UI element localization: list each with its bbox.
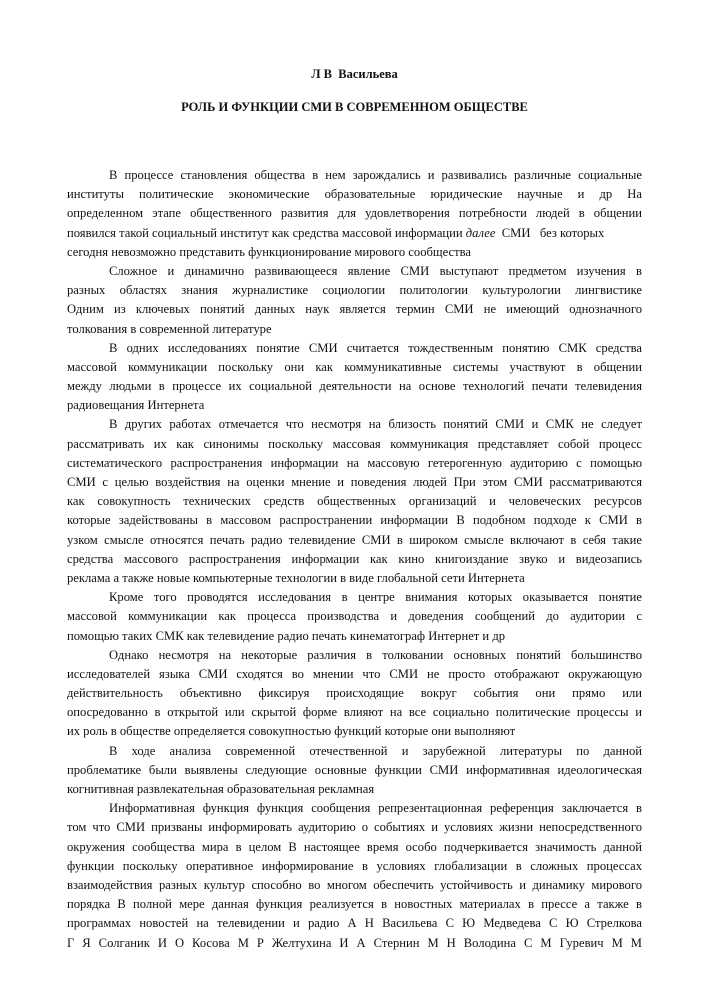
paragraph [67, 742, 642, 800]
text-line: проблематике были выявлены следующие основные функции СМИ информативная идеологическая [67, 762, 642, 777]
text-line: толкования в современной литературе [67, 321, 272, 336]
text-line [67, 224, 642, 243]
text-line: средства массового распространения информации как кино книгоиздание звуко и видеозапись [67, 551, 642, 566]
text-line: взаимодействия разных культур способно во многом обеспечить устойчивость и динамику мирового [67, 877, 642, 892]
text-segment: появился такой социальный институт как средства массовой информации [67, 225, 463, 240]
paragraph [67, 415, 642, 588]
paragraph [67, 339, 642, 416]
text-line: институты политические экономические образовательные юридические научные и др На [67, 187, 642, 202]
paragraph [67, 166, 642, 262]
text-line: как совокупность технических средств общественных организаций и человеческих ресурсов [67, 494, 642, 509]
text-line: их роль в обществе определяется совокупностью функций которые они выполняют [67, 724, 516, 739]
text-line: функции поскольку оперативное информирование в условиях глобализации в сложных процессах [67, 858, 642, 873]
text-line: В одних исследованиях понятие СМИ считается тождественным понятию СМК средства [109, 340, 642, 355]
text-line: Одним из ключевых понятий данных наук является термин СМИ не имеющий однозначного [67, 302, 642, 317]
paper-title: РОЛЬ И ФУНКЦИИ СМИ В СОВРЕМЕННОМ ОБЩЕСТВЕ [181, 100, 528, 114]
text-line: Однако несмотря на некоторые различия в толковании основных понятий большинство [109, 647, 642, 662]
text-line: определенном этапе общественного развития для удовлетворения потребности людей в общении [67, 206, 642, 221]
text-line: В процессе становления общества в нем зарождались и развивались различные социальные [109, 168, 642, 182]
text-line: когнитивная развлекательная образовательная рекламная [67, 782, 375, 796]
text-line: Кроме того проводятся исследования в центре внимания которых оказывается понятие [109, 590, 642, 605]
author-name: Л В Васильева [311, 67, 398, 81]
text-line: сегодня невозможно представить функционирование мирового сообщества [67, 244, 471, 259]
paragraph [67, 262, 642, 339]
text-line: реклама а также новые компьютерные технологии в виде глобальной сети Интернета [67, 570, 525, 585]
paragraph [67, 588, 642, 646]
text-line: которые задействованы в массовом распространении информации В подобном подходе к СМИ в [67, 513, 642, 528]
text-line: опосредованно в открытой или скрытой форме влияют на все социально политические процессы и [67, 705, 642, 720]
text-line: рассматривать их как синонимы поскольку массовая коммуникация представляет собой процесс [67, 436, 642, 451]
text-line: массовой коммуникации поскольку они как коммуникативные системы участвуют в общении [67, 359, 642, 374]
text-line: действительность объективно фиксируя происходящие вокруг события они прямо или [67, 686, 642, 701]
text-line: помощью таких СМК как телевидение радио печать кинематограф Интернет и др [67, 628, 506, 643]
text-line: том что СМИ призваны информировать аудиторию о событиях и условиях жизни непосредственного [67, 820, 642, 835]
text-line: Сложное и динамично развивающееся явление СМИ выступают предметом изучения в [109, 263, 642, 278]
text-segment: СМИ без которых [495, 225, 605, 240]
text-line: В других работах отмечается что несмотря на близость понятий СМИ и СМК не следует [109, 417, 642, 432]
text-line: исследователей языка СМИ сходятся во мнении что СМИ не просто отображают окружающую [67, 666, 642, 681]
text-line: между людьми в процессе их социальной деятельности на основе технологий печати телевидения [67, 379, 642, 394]
text-line: разных областях знания журналистике социологии политологии культурологии лингвистике [67, 283, 642, 298]
text-line: систематического распространения информации на массовую гетерогенную аудиторию с помощью [67, 455, 642, 470]
text-line: СМИ с целью воздействия на оценки мнение и поведения людей При этом СМИ рассматриваются [67, 475, 642, 489]
text-line: радиовещания Интернета [67, 398, 205, 413]
article-body [67, 166, 642, 953]
text-line: узком смысле относятся печать радио телевидение СМИ в широком смысле включают в себя такие [67, 532, 642, 547]
emphasis-text: далее [465, 225, 496, 240]
text-line: окружения сообщества мира в целом В настоящее время особо подчеркивается значимость данной [67, 839, 642, 854]
text-line: программах новостей на телевидении и радио А Н Васильева С Ю Медведева С Ю Стрелкова [67, 916, 642, 931]
paragraph [67, 646, 642, 742]
paragraph [67, 799, 642, 953]
text-line: В ходе анализа современной отечественной и зарубежной литературы по данной [109, 743, 642, 758]
text-line: порядка В полной мере данная функция реализуется в новостных материалах в прессе а также в [67, 897, 642, 912]
text-line: массовой коммуникации как процесса производства и доведения сообщений до аудитории с [67, 609, 642, 624]
text-line: Г Я Солганик И О Косова М Р Желтухина И А Стернин М Н Володина С М Гуревич М М [67, 935, 642, 950]
text-line: Информативная функция функция сообщения репрезентационная референция заключается в [109, 801, 642, 816]
